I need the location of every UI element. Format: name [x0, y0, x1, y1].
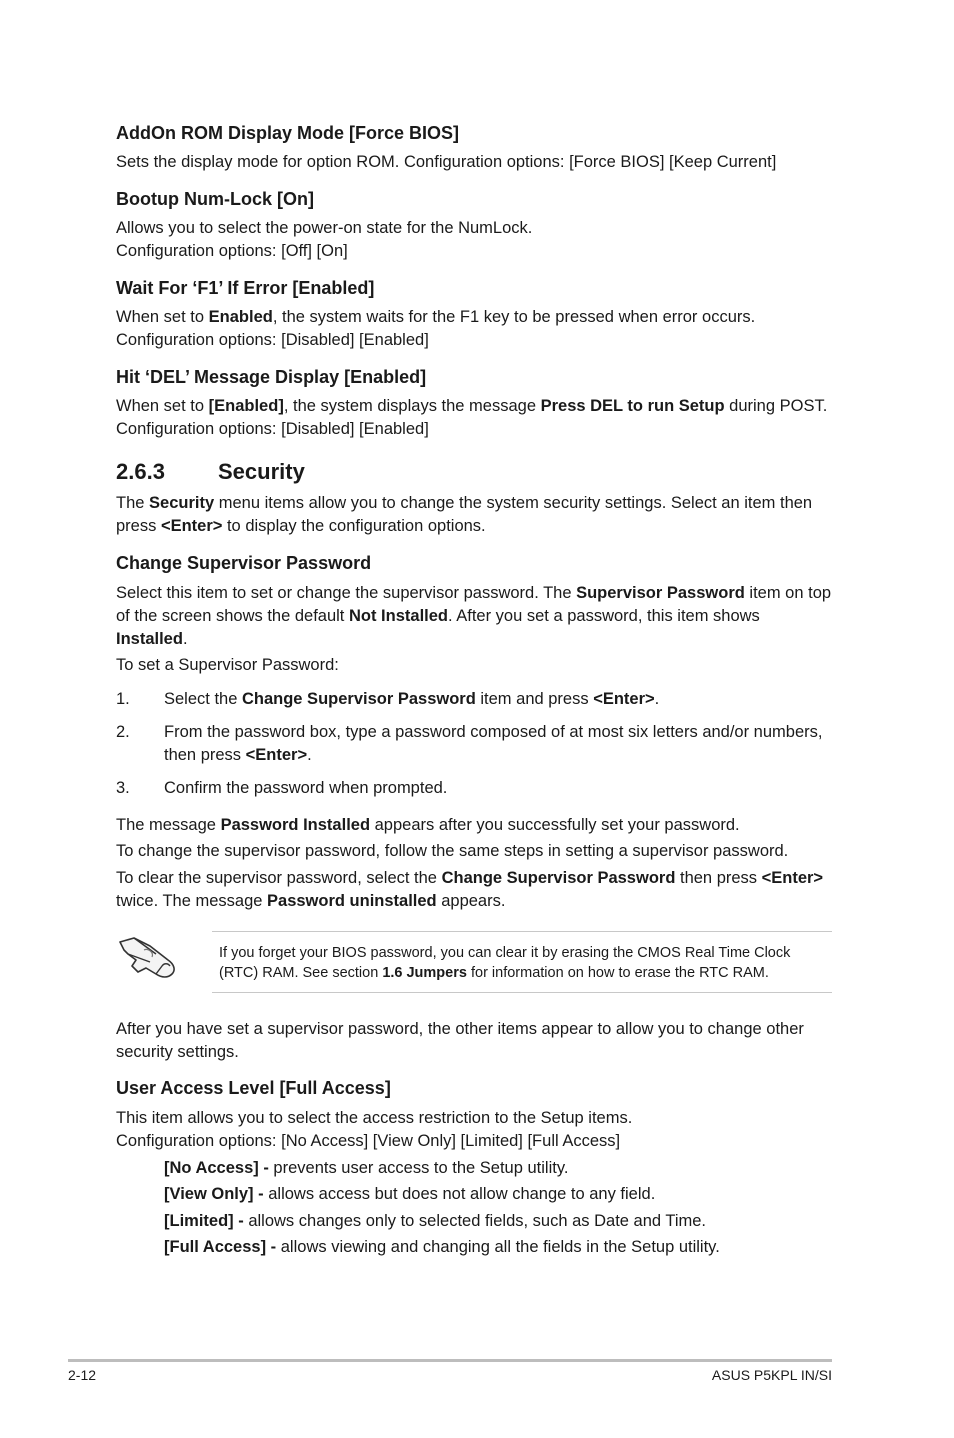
- numlock-line-1: Allows you to select the power-on state for the NumLock.: [116, 219, 533, 237]
- addon-rom-text: Sets the display mode for option ROM. Configuration options: [Force BIOS] [Keep Current]: [116, 153, 777, 171]
- supervisor-heading: Change Supervisor Password: [116, 553, 372, 573]
- supervisor-desc: Select this item to set or change the supervisor password. The Supervisor Password item on top of the screen shows the default Not Installed. After you set a password, this item shows Installed.: [116, 584, 832, 648]
- hit-del-heading: Hit ‘DEL’ Message Display [Enabled]: [116, 367, 427, 387]
- user-access-line-1: This item allows you to select the access restriction to the Setup items.: [116, 1109, 633, 1127]
- wait-f1-heading: Wait For ‘F1’ If Error [Enabled]: [116, 278, 375, 298]
- step-1: 1. Select the Change Supervisor Password item and press <Enter>.: [116, 690, 660, 708]
- user-access-heading: User Access Level [Full Access]: [116, 1078, 391, 1098]
- access-option-view-only: [View Only] - allows access but does not allow change to any field.: [164, 1185, 656, 1203]
- note-text: If you forget your BIOS password, you can clear it by erasing the CMOS Real Time Clock (RTC) RAM. See section 1.6 Jumpers for information on how to erase the RTC RAM.: [219, 945, 791, 981]
- step-3: 3. Confirm the password when prompted.: [116, 779, 448, 797]
- password-installed-msg: The message Password Installed appears after you successfully set your password.: [116, 816, 740, 834]
- wait-f1-text: [116, 306, 834, 352]
- clear-password-text: To clear the supervisor password, select the Change Supervisor Password then press <Enter> twice. The message Password uninstalled appears.: [116, 869, 824, 910]
- addon-rom-heading: AddOn ROM Display Mode [Force BIOS]: [116, 123, 460, 143]
- footer-divider: [68, 1359, 832, 1362]
- step-2: 2. From the password box, type a password composed of at most six letters and/or numbers, then press <Enter>.: [116, 723, 823, 764]
- wait-f1-line-1: When set to Enabled, the system waits for the F1 key to be pressed when error occurs.: [116, 308, 756, 326]
- note-box: [212, 931, 832, 993]
- pointing-hand-icon: [116, 932, 180, 982]
- section-number: 2.6.3: [116, 459, 165, 484]
- page-number: 2-12: [68, 1367, 97, 1383]
- access-option-full-access: [Full Access] - allows viewing and changing all the fields in the Setup utility.: [164, 1238, 720, 1256]
- hit-del-text: When set to [Enabled], the system displays the message Press DEL to run Setup during POST. Configuration options: [Disabled] [Enabled]: [116, 397, 828, 438]
- numlock-line-2: Configuration options: [Off] [On]: [116, 242, 348, 260]
- user-access-text: [116, 1107, 834, 1153]
- change-password-text: To change the supervisor password, follow the same steps in setting a supervisor password.: [116, 842, 789, 860]
- product-name: ASUS P5KPL IN/SI: [711, 1367, 832, 1383]
- user-access-line-2: Configuration options: [No Access] [View Only] [Limited] [Full Access]: [116, 1132, 621, 1150]
- access-option-no-access: [No Access] - prevents user access to the Setup utility.: [164, 1159, 569, 1177]
- numlock-heading: Bootup Num-Lock [On]: [116, 189, 314, 209]
- to-set-text: To set a Supervisor Password:: [116, 656, 339, 674]
- numlock-text: [116, 217, 834, 263]
- security-intro: The Security menu items allow you to change the system security settings. Select an item then press <Enter> to display the configuration options.: [116, 494, 813, 535]
- section-title: [116, 458, 834, 486]
- after-password-text: After you have set a supervisor password, the other items appear to allow you to change other security settings.: [116, 1020, 804, 1061]
- access-option-limited: [Limited] - allows changes only to selected fields, such as Date and Time.: [164, 1212, 706, 1230]
- section-name: Security: [218, 459, 305, 484]
- wait-f1-line-2: Configuration options: [Disabled] [Enabled]: [116, 331, 429, 349]
